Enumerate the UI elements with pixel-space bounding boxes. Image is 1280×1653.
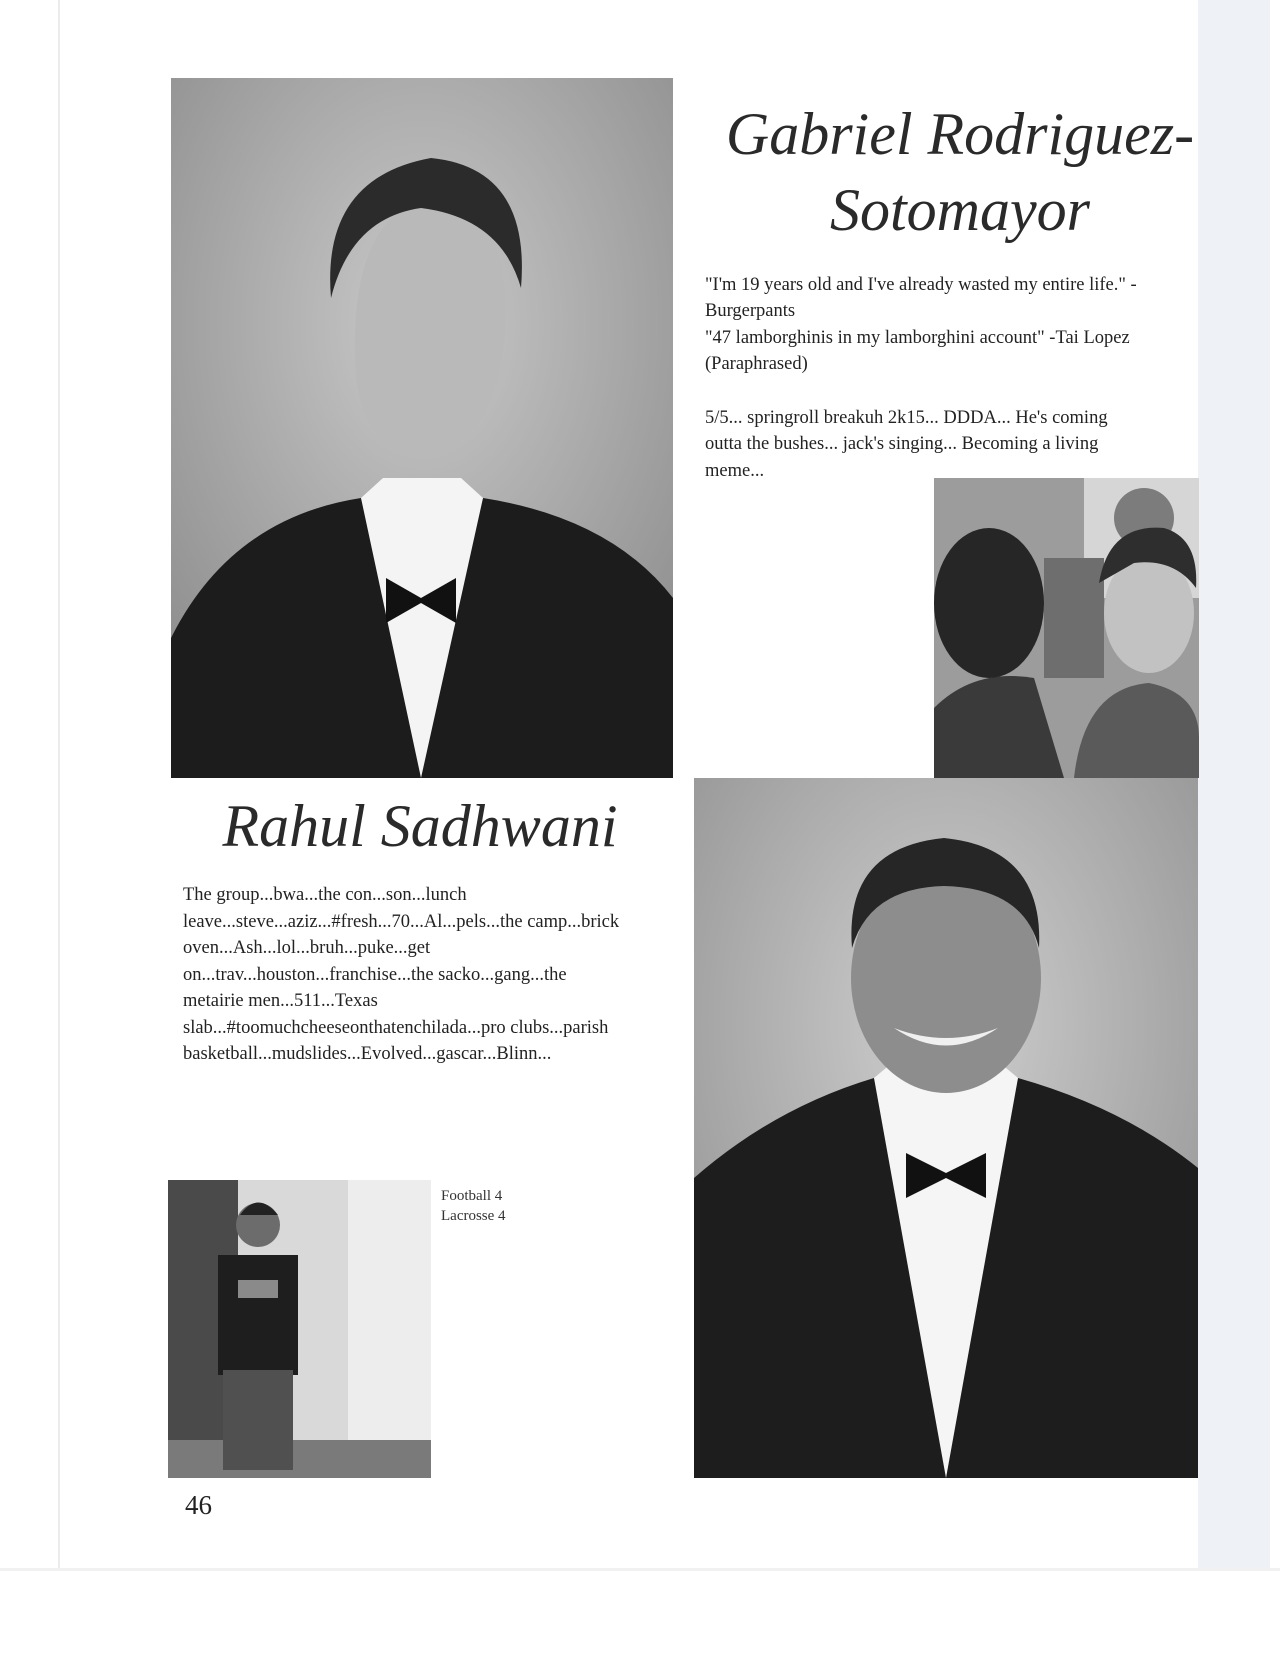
- memories-line: basketball...mudslides...Evolved...gascar...Blinn...: [183, 1044, 552, 1064]
- quote-line: "47 lamborghinis in my lamborghini account" -Tai Lopez: [705, 328, 1130, 348]
- scan-edge-bottom: [0, 1568, 1280, 1571]
- student-name-gabriel-line1: Gabriel Rodriguez-: [725, 101, 1195, 167]
- snapshot-gabriel-friend: [934, 478, 1199, 778]
- activity-item: Football 4: [441, 1188, 503, 1204]
- page-number: 46: [185, 1490, 212, 1520]
- memories-line: slab...#toomuchcheeseonthatenchilada...pro clubs...parish: [183, 1018, 609, 1038]
- memories-line: outta the bushes... jack's singing... Becoming a living: [705, 434, 1099, 454]
- quote-line: Burgerpants: [705, 301, 796, 321]
- student-name-rahul: Rahul Sadhwani: [222, 793, 618, 859]
- student-name-gabriel-line2: Sotomayor: [830, 177, 1090, 243]
- quote-line: (Paraphrased): [705, 354, 808, 374]
- quote-line: "I'm 19 years old and I've already wasted my entire life." -: [705, 275, 1137, 295]
- portrait-rahul: [694, 778, 1198, 1478]
- memories-line: on...trav...houston...franchise...the sacko...gang...the: [183, 965, 567, 985]
- memories-line: meme...: [705, 461, 765, 481]
- memories-line: The group...bwa...the con...son...lunch: [183, 885, 467, 905]
- scan-edge-left: [58, 0, 60, 1570]
- memories-line: 5/5... springroll breakuh 2k15... DDDA... He's coming: [705, 408, 1108, 428]
- portrait-gabriel: [171, 78, 673, 778]
- snapshot-rahul-casual: [168, 1180, 431, 1478]
- activity-item: Lacrosse 4: [441, 1208, 506, 1224]
- memories-line: metairie men...511...Texas: [183, 991, 378, 1011]
- memories-line: oven...Ash...lol...bruh...puke...get: [183, 938, 431, 958]
- memories-line: leave...steve...aziz...#fresh...70...Al...pels...the camp...brick: [183, 912, 620, 932]
